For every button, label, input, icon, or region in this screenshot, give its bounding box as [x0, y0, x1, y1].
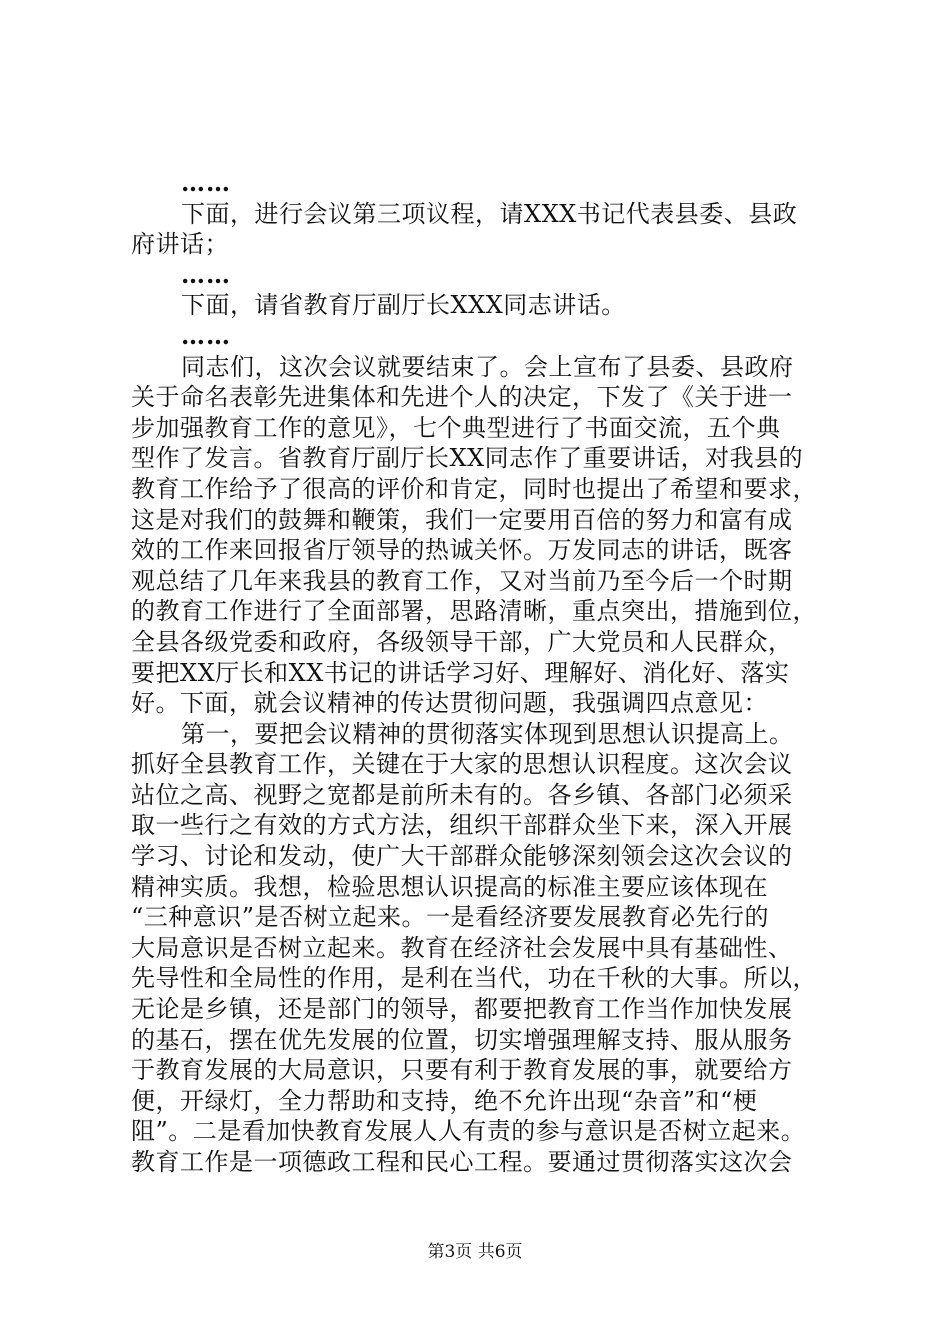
text-line: 下面，进行会议第三项议程，请XXX书记代表县委、县政: [181, 199, 798, 228]
text-line: 府讲话；: [131, 230, 229, 259]
ellipsis-line: ……: [181, 168, 231, 197]
text-line: 同志们，这次会议就要结束了。会上宣布了县委、县政府: [181, 352, 794, 381]
text-line: 于教育发展的大局意识，只要有利于教育发展的事，就要给方: [131, 1056, 793, 1085]
ellipsis-line: ……: [181, 320, 231, 350]
ellipsis-line: ……: [181, 259, 231, 289]
text-line: 便，开绿灯，全力帮助和支持，绝不允许出现“杂音”和“梗: [131, 1086, 758, 1115]
text-line: 好。下面，就会议精神的传达贯彻问题，我强调四点意见：: [131, 689, 768, 718]
text-line: 取一些行之有效的方式方法，组织干部群众坐下来，深入开展: [131, 811, 793, 840]
text-line: 阻”。二是看加快教育发展人人有责的参与意识是否树立起来。: [131, 1117, 806, 1146]
document-body: [131, 168, 841, 1178]
text-line: 步加强教育工作的意见》，七个典型进行了书面交流，五个典: [131, 413, 781, 442]
text-line: 教育工作是一项德政工程和民心工程。要通过贯彻落实这次会: [131, 1148, 793, 1176]
text-line: 下面，请省教育厅副厅长XXX同志讲话。: [181, 291, 626, 320]
text-line: 无论是乡镇，还是部门的领导，都要把教育工作当作加快发展: [131, 995, 793, 1024]
text-line: 效的工作来回报省厅领导的热诚关怀。万发同志的讲话，既客: [131, 536, 793, 565]
text-line: 先导性和全局性的作用，是利在当代，功在千秋的大事。所以，: [131, 964, 817, 993]
text-line: 型作了发言。省教育厅副厅长XX同志作了重要讲话，对我县的: [131, 444, 804, 473]
text-line: 站位之高、视野之宽都是前所未有的。各乡镇、各部门必须采: [131, 780, 793, 809]
text-line: 第一，要把会议精神的贯彻落实体现到思想认识提高上。: [181, 719, 794, 748]
text-line: 这是对我们的鼓舞和鞭策，我们一定要用百倍的努力和富有成: [131, 505, 793, 534]
text-line: 要把XX厅长和XX书记的讲话学习好、理解好、消化好、落实: [131, 658, 790, 687]
text-line: 的基石，摆在优先发展的位置，切实增强理解支持、服从服务: [131, 1025, 793, 1054]
text-line: 精神实质。我想，检验思想认识提高的标准主要应该体现在: [131, 872, 768, 901]
text-line: 关于命名表彰先进集体和先进个人的决定，下发了《关于进一: [131, 383, 793, 412]
text-line: “三种意识”是否树立起来。一是看经济要发展教育必先行的: [131, 903, 770, 932]
text-line: 全县各级党委和政府，各级领导干部，广大党员和人民群众，: [131, 627, 793, 656]
text-line: 的教育工作进行了全面部署，思路清晰，重点突出，措施到位，: [131, 597, 817, 626]
text-line: 学习、讨论和发动，使广大干部群众能够深刻领会这次会议的: [131, 842, 793, 871]
text-line: 观总结了几年来我县的教育工作，又对当前乃至今后一个时期: [131, 566, 793, 595]
text-line: 大局意识是否树立起来。教育在经济社会发展中具有基础性、: [131, 933, 793, 962]
text-line: 抓好全县教育工作，关键在于大家的思想认识程度。这次会议: [131, 750, 793, 779]
page-footer: 第3页 共6页: [427, 1242, 523, 1262]
text-line: 教育工作给予了很高的评价和肯定，同时也提出了希望和要求，: [131, 474, 817, 503]
